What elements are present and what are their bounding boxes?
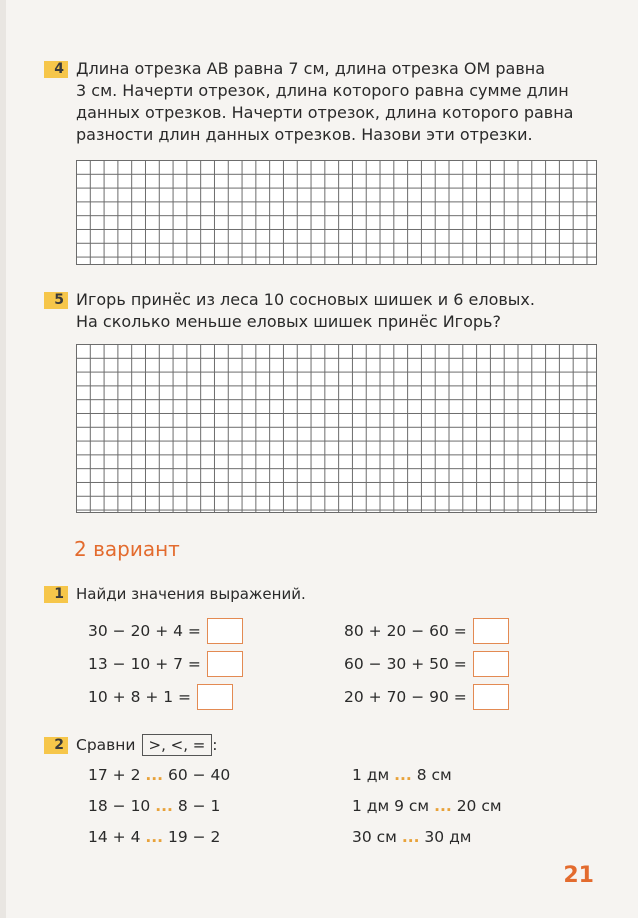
task-4-number: 4 (44, 61, 68, 78)
answer-box[interactable] (207, 618, 243, 644)
expression-row (344, 618, 509, 644)
answer-box[interactable] (473, 684, 509, 710)
comparison-left: 18 − 10 (88, 797, 151, 815)
comparison-left: 30 см (352, 828, 397, 846)
comparison-left: 14 + 4 (88, 828, 141, 846)
comparison-row (352, 797, 502, 815)
answer-box[interactable] (207, 651, 243, 677)
task-4-grid[interactable] (76, 160, 597, 265)
task-5-text (76, 289, 535, 333)
comparison-left: 1 дм 9 см (352, 797, 430, 815)
page-edge (0, 0, 6, 918)
comparison-right: 60 − 40 (167, 766, 231, 784)
expression: 13 − 10 + 7 = (88, 655, 201, 673)
task-5-number: 5 (44, 292, 68, 309)
expression-row (88, 651, 243, 677)
comparison-left: 17 + 2 (88, 766, 141, 784)
comparison-blank[interactable]: ... (145, 828, 164, 846)
task-5-grid[interactable] (76, 344, 597, 513)
task-5-line: На сколько меньше еловых шишек принёс Игорь? (76, 312, 501, 331)
comparison-left: 1 дм (352, 766, 390, 784)
comparison-row (352, 828, 471, 846)
comparison-row (88, 797, 220, 815)
task-4-text (76, 58, 573, 146)
answer-box[interactable] (473, 618, 509, 644)
expression: 80 + 20 − 60 = (344, 622, 467, 640)
expression-row (344, 684, 509, 710)
comparison-blank[interactable]: ... (155, 797, 173, 815)
v2-task-1-prompt: Найди значения выражений. (76, 585, 306, 603)
answer-box[interactable] (197, 684, 233, 710)
comparison-blank[interactable]: ... (145, 766, 164, 784)
task-5-line: Игорь принёс из леса 10 сосновых шишек и 6 еловых. (76, 290, 535, 309)
v2-task-2-prompt: Сравни (76, 736, 136, 754)
expression: 60 − 30 + 50 = (344, 655, 467, 673)
v2-task-1-number: 1 (44, 586, 68, 603)
expression-row (88, 684, 233, 710)
expression: 10 + 8 + 1 = (88, 688, 192, 706)
page-number: 21 (563, 863, 594, 888)
comparison-blank[interactable]: ... (401, 828, 420, 846)
expression-row (344, 651, 509, 677)
v2-task-2-number: 2 (44, 737, 68, 754)
task-4-line: данных отрезков. Начерти отрезок, длина которого равна (76, 103, 574, 122)
expression: 20 + 70 − 90 = (344, 688, 467, 706)
comparison-right: 20 см (456, 797, 502, 815)
expression: 30 − 20 + 4 = (88, 622, 201, 640)
comparison-blank[interactable]: ... (394, 766, 412, 784)
task-4-line: 3 см. Начерти отрезок, длина которого равна сумме длин (76, 81, 569, 100)
signs-box: >, <, = (142, 734, 213, 756)
comparison-right: 8 − 1 (177, 797, 221, 815)
comparison-row (352, 766, 452, 784)
variant-title: 2 вариант (74, 537, 180, 561)
prompt-colon: : (212, 736, 218, 754)
comparison-right: 30 дм (424, 828, 472, 846)
comparison-right: 8 см (416, 766, 452, 784)
v2-task-2-prompt-row (76, 734, 218, 756)
task-4-line: Длина отрезка AB равна 7 см, длина отрезка OM равна (76, 59, 546, 78)
comparison-row (88, 766, 230, 784)
comparison-blank[interactable]: ... (434, 797, 452, 815)
expression-row (88, 618, 243, 644)
answer-box[interactable] (473, 651, 509, 677)
comparison-right: 19 − 2 (167, 828, 221, 846)
comparison-row (88, 828, 220, 846)
task-4-line: разности длин данных отрезков. Назови эти отрезки. (76, 125, 533, 144)
